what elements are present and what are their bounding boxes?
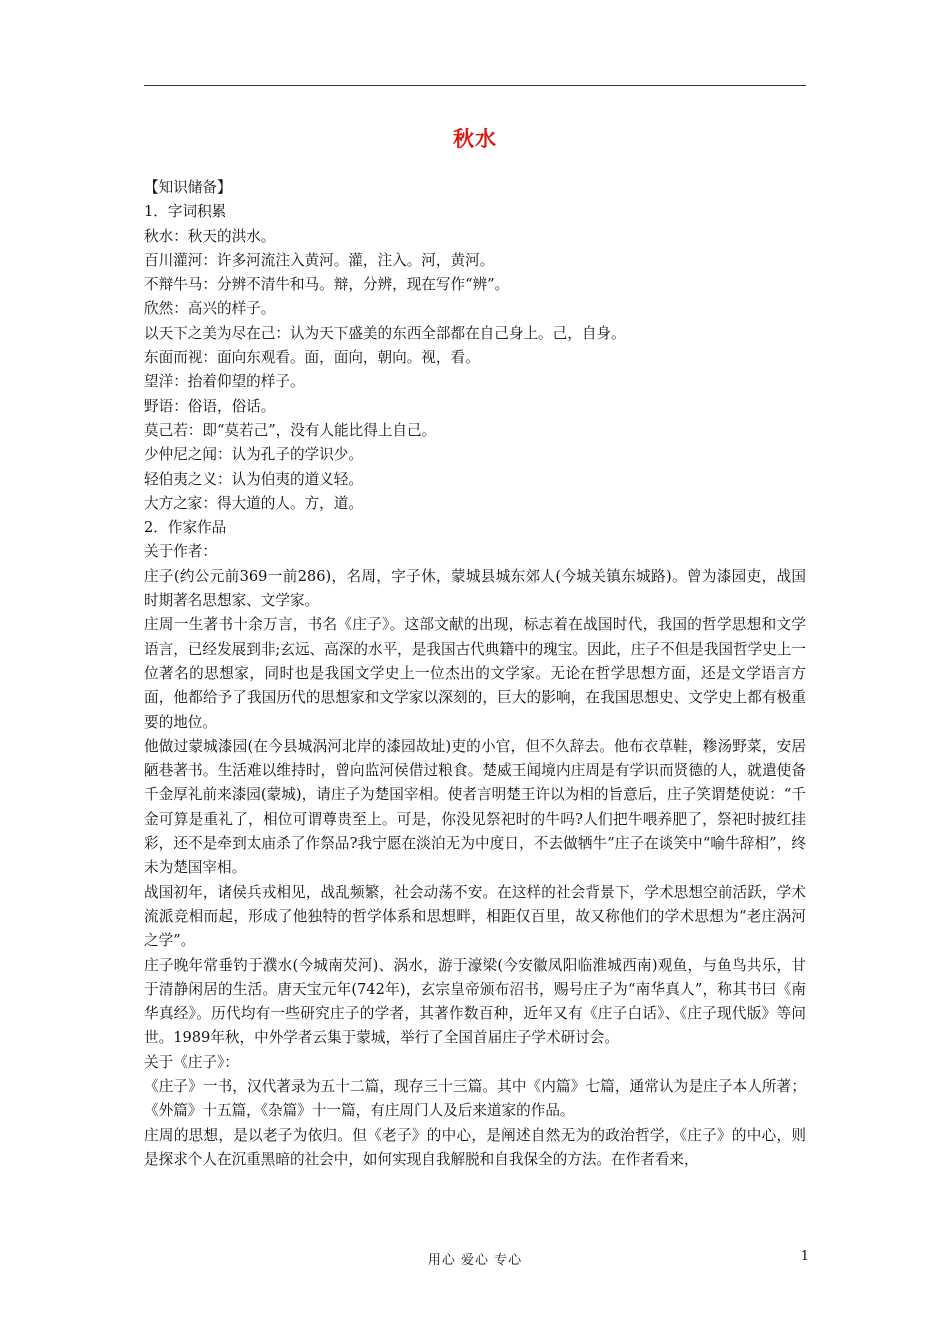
- vocabulary-entry: 少仲尼之闻：认为孔子的学识少。: [144, 446, 363, 464]
- author-paragraph: 庄子(约公元前369一前286)，名周，字子休，蒙城县城东郊人(今城关镇东城路)。曾为漆园吏，战国时期著名思想家、文学家。: [144, 567, 806, 610]
- vocabulary-entry: 大方之家：得大道的人。方，道。: [144, 494, 363, 512]
- author-paragraph: 他做过蒙城漆园(在今县城涡河北岸的漆园故址)吏的小官，但不久辞去。他布衣草鞋，糁汤野菜，安居陋巷著书。生活难以维持时，曾向监河侯借过粮食。楚威王闻境内庄周是有学识而贤德的人，就遣使备千金厚礼前来漆园(蒙城)，请庄子为楚国宰相。使者言明楚王许以为相的旨意后，庄子笑谓楚使说：“千金可算是重礼了，相位可谓尊贵至上。可是，你没见祭祀时的牛吗?人们把牛喂养肥了，祭祀时披红挂彩，还不是牵到太庙杀了作祭品?我宁愿在淡泊无为中度日，不去做牺牛”庄子在谈笑中“喻牛辞相”，终未为楚国宰相。: [144, 737, 806, 877]
- subsection-heading-vocabulary: 1．字词积累: [144, 203, 227, 221]
- vocabulary-entry: 野语：俗语，俗话。: [144, 397, 276, 415]
- section-heading-knowledge: 【知识储备】: [144, 179, 232, 196]
- document-body: [144, 176, 806, 1172]
- author-paragraph: 战国初年，诸侯兵戎相见，战乱频繁，社会动荡不安。在这样的社会背景下，学术思想空前活跃，学术流派竞相而起，形成了他独特的哲学体系和思想畔，相距仅百里，故又称他们的学术思想为“老庄涡河之学”。: [144, 883, 806, 950]
- book-paragraph: 庄周的思想，是以老子为依归。但《老子》的中心，是阐述自然无为的政治哲学，《庄子》的中心，则是探求个人在沉重黑暗的社会中，如何实现自我解脱和自我保全的方法。在作者看来，: [144, 1126, 806, 1168]
- vocabulary-entry: 秋水：秋天的洪水。: [144, 227, 276, 245]
- vocabulary-entry: 不辩牛马：分辨不清牛和马。辩，分辨，现在写作“辨”。: [144, 276, 510, 294]
- header-rule: [144, 85, 806, 86]
- page-number: 1: [800, 1249, 809, 1264]
- vocabulary-entry: 以天下之美为尽在己：认为天下盛美的东西全部都在自己身上。己，自身。: [144, 324, 626, 342]
- book-paragraph: 《庄子》一书，汉代著录为五十二篇，现存三十三篇。其中《内篇》七篇，通常认为是庄子本人所著；《外篇》十五篇，《杂篇》十一篇，有庄周门人及后来道家的作品。: [144, 1077, 806, 1120]
- vocabulary-entry: 轻伯夷之义：认为伯夷的道义轻。: [144, 470, 363, 488]
- subsection-heading-author-works: 2．作家作品: [144, 519, 227, 537]
- about-book-label: 关于《庄子》：: [144, 1053, 239, 1071]
- about-author-label: 关于作者：: [144, 543, 217, 561]
- vocabulary-entry: 莫己若：即“莫若己”，没有人能比得上自己。: [144, 421, 437, 439]
- vocabulary-entry: 百川灌河：许多河流注入黄河。灌，注入。河，黄河。: [144, 251, 495, 269]
- vocabulary-entry: 望洋：抬着仰望的样子。: [144, 373, 305, 391]
- author-paragraph: 庄周一生著书十余万言，书名《庄子》。这部文献的出现，标志着在战国时代，我国的哲学思想和文学语言，已经发展到非;玄远、高深的水平，是我国古代典籍中的瑰宝。因此，庄子不但是我国哲学史上一位著名的思想家，同时也是我国文学史上一位杰出的文学家。无论在哲学思想方面，还是文学语言方面，他都给予了我国历代的思想家和文学家以深刻的，巨大的影响，在我国思想史、文学史上都有极重要的地位。: [144, 616, 806, 731]
- footer-motto: 用心 爱心 专心: [427, 1253, 523, 1268]
- author-paragraph: 庄子晚年常垂钓于濮水(今城南芡河)、涡水，游于濠梁(今安徽凤阳临淮城西南)观鱼，与鱼鸟共乐，甘于清静闲居的生活。唐天宝元年(742年)，玄宗皇帝颁布沼书，赐号庄子为“南华真人”，称其书曰《南华真经》。历代均有一些研究庄子的学者，其著作数百种，近年又有《庄子白话》、《庄子现代版》等问世。1989年秋，中外学者云集于蒙城，举行了全国首届庄子学术研讨会。: [144, 956, 806, 1047]
- vocabulary-entry: 东面而视：面向东观看。面，面向，朝向。视，看。: [144, 349, 480, 367]
- vocabulary-entry: 欣然：高兴的样子。: [144, 300, 276, 318]
- document-title: 秋水: [453, 126, 497, 151]
